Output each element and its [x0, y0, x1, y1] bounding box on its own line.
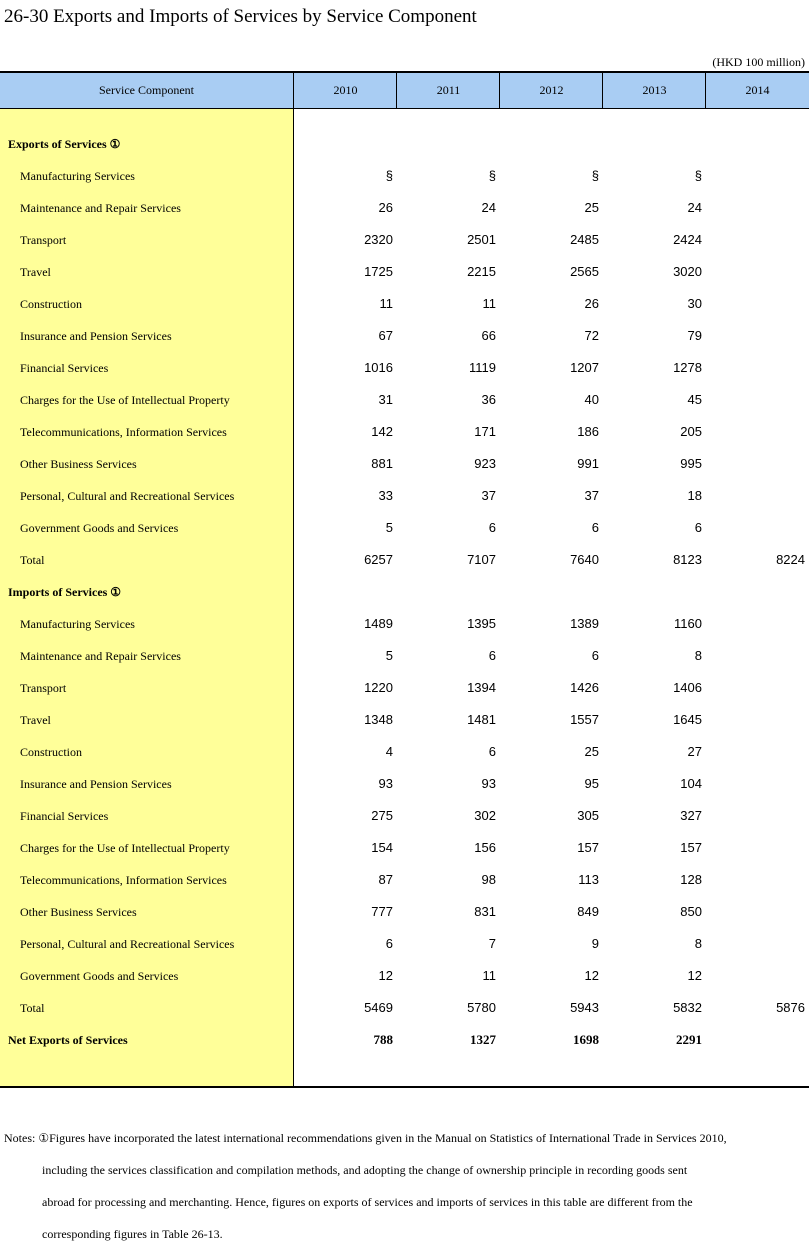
table-row — [0, 736, 809, 768]
cell-value: 831 — [474, 904, 496, 919]
row-label: Construction — [20, 297, 82, 311]
cell-value: 2291 — [676, 1032, 702, 1047]
cell-value: 8123 — [673, 552, 702, 567]
cell-value: 9 — [591, 936, 599, 951]
cell-value: 6 — [488, 744, 496, 759]
cell-value: 5780 — [467, 1000, 496, 1015]
row-label: Government Goods and Services — [20, 969, 179, 983]
notes-line: including the services classification and compilation methods, and adopting the change of ownership principle in recording goods sent — [42, 1163, 688, 1177]
cell-value: 5469 — [364, 1000, 393, 1015]
row-label: Personal, Cultural and Recreational Services — [20, 937, 235, 951]
table-row — [0, 320, 809, 352]
cell-value: 37 — [584, 488, 599, 503]
cell-value: 5 — [385, 648, 393, 663]
cell-value: 205 — [680, 424, 702, 439]
cell-value: 6 — [591, 520, 599, 535]
unit-label: (HKD 100 million) — [712, 55, 805, 69]
cell-value: 26 — [584, 296, 599, 311]
cell-value: 40 — [584, 392, 599, 407]
cell-value: 12 — [584, 968, 599, 983]
table-row — [0, 192, 809, 224]
cell-value: 6 — [694, 520, 702, 535]
cell-value: 1389 — [570, 616, 599, 631]
table-row — [0, 960, 809, 992]
row-label: Telecommunications, Information Services — [20, 425, 227, 439]
row-label: Transport — [20, 233, 67, 247]
header-service-component: Service Component — [99, 83, 194, 97]
row-label: Construction — [20, 745, 82, 759]
cell-value: 2485 — [570, 232, 599, 247]
cell-value: 5943 — [570, 1000, 599, 1015]
table-header — [0, 73, 809, 108]
cell-value: 98 — [481, 872, 496, 887]
row-label: Manufacturing Services — [20, 169, 135, 183]
row-label: Manufacturing Services — [20, 617, 135, 631]
row-label: Other Business Services — [20, 905, 137, 919]
cell-value: 7 — [488, 936, 496, 951]
cell-value: § — [385, 168, 393, 183]
cell-value: 8 — [694, 936, 702, 951]
page-title: 26-30 Exports and Imports of Services by Service Component — [4, 6, 477, 27]
cell-value: 37 — [481, 488, 496, 503]
cell-value: 95 — [584, 776, 599, 791]
cell-value: § — [488, 168, 496, 183]
cell-value: 305 — [577, 808, 599, 823]
cell-value: 18 — [687, 488, 702, 503]
table-row — [0, 448, 809, 480]
cell-value: 3020 — [673, 264, 702, 279]
notes-line: abroad for processing and merchanting. Hence, figures on exports of services and imports of services in this table are different from the — [42, 1195, 693, 1209]
cell-value: 1645 — [673, 712, 702, 727]
table-row — [0, 992, 809, 1024]
header-year-2010: 2010 — [293, 73, 397, 108]
row-label: Financial Services — [20, 809, 109, 823]
row-label: Charges for the Use of Intellectual Property — [20, 393, 230, 407]
table-row — [0, 352, 809, 384]
row-label: Telecommunications, Information Services — [20, 873, 227, 887]
cell-value: 171 — [474, 424, 496, 439]
section-heading-row — [0, 128, 809, 160]
cell-value: 93 — [481, 776, 496, 791]
cell-value: 302 — [474, 808, 496, 823]
cell-value: 24 — [481, 200, 496, 215]
cell-value: 1426 — [570, 680, 599, 695]
cell-value: 11 — [379, 296, 393, 311]
section-heading: Exports of Services ① — [8, 137, 121, 151]
table-row — [0, 288, 809, 320]
table-row — [0, 160, 809, 192]
cell-value: 45 — [687, 392, 702, 407]
cell-value: 6 — [591, 648, 599, 663]
cell-value: 93 — [378, 776, 393, 791]
cell-value: 2565 — [570, 264, 599, 279]
cell-value: 1207 — [570, 360, 599, 375]
table-row — [0, 384, 809, 416]
cell-value: 1698 — [573, 1032, 599, 1047]
table-row — [0, 480, 809, 512]
cell-value: 11 — [482, 296, 496, 311]
cell-value: 1481 — [467, 712, 496, 727]
header-year-2012: 2012 — [499, 73, 603, 108]
notes-line: Notes: ①Figures have incorporated the latest international recommendations given in the Manual on Statistics of International Trade in Services 2010, — [4, 1131, 727, 1145]
cell-value: 2215 — [467, 264, 496, 279]
row-label: Charges for the Use of Intellectual Property — [20, 841, 230, 855]
cell-value: 66 — [481, 328, 496, 343]
cell-value: 8224 — [776, 552, 805, 567]
cell-value: 788 — [373, 1032, 393, 1047]
cell-value: 995 — [680, 456, 702, 471]
net-exports-row — [0, 1024, 809, 1056]
row-label: Transport — [20, 681, 67, 695]
cell-value: 25 — [584, 744, 599, 759]
cell-value: 113 — [578, 872, 599, 887]
cell-value: 7640 — [570, 552, 599, 567]
table-bottom-rule — [0, 1086, 809, 1088]
table-row — [0, 512, 809, 544]
cell-value: § — [591, 168, 599, 183]
cell-value: 25 — [584, 200, 599, 215]
header-year-2011: 2011 — [396, 73, 500, 108]
table-row — [0, 224, 809, 256]
section-heading: Imports of Services ① — [8, 585, 122, 599]
cell-value: 327 — [680, 808, 702, 823]
cell-value: 923 — [474, 456, 496, 471]
table-row — [0, 608, 809, 640]
cell-value: 30 — [687, 296, 702, 311]
cell-value: 2501 — [467, 232, 496, 247]
cell-value: 79 — [687, 328, 702, 343]
cell-value: 881 — [371, 456, 393, 471]
table-row — [0, 544, 809, 576]
cell-value: 2320 — [364, 232, 393, 247]
cell-value: 5832 — [673, 1000, 702, 1015]
cell-value: 12 — [687, 968, 702, 983]
cell-value: 36 — [481, 392, 496, 407]
row-label: Insurance and Pension Services — [20, 329, 172, 343]
cell-value: 777 — [371, 904, 393, 919]
row-label: Financial Services — [20, 361, 109, 375]
cell-value: 72 — [584, 328, 599, 343]
cell-value: 5 — [385, 520, 393, 535]
cell-value: 6 — [385, 936, 393, 951]
cell-value: 1327 — [470, 1032, 496, 1047]
cell-value: 157 — [680, 840, 702, 855]
table-row — [0, 672, 809, 704]
table-row — [0, 640, 809, 672]
cell-value: 1557 — [570, 712, 599, 727]
row-label: Travel — [20, 713, 51, 727]
cell-value: 87 — [378, 872, 393, 887]
cell-value: 849 — [577, 904, 599, 919]
cell-value: 1394 — [467, 680, 496, 695]
table-row — [0, 256, 809, 288]
row-label: Travel — [20, 265, 51, 279]
row-label: Total — [20, 1001, 45, 1015]
cell-value: 5876 — [776, 1000, 805, 1015]
row-label: Insurance and Pension Services — [20, 777, 172, 791]
cell-value: 7107 — [467, 552, 496, 567]
header-year-2014: 2014 — [705, 73, 809, 108]
cell-value: 1160 — [674, 616, 702, 631]
section-heading-row — [0, 576, 809, 608]
cell-value: 991 — [577, 456, 599, 471]
table-row — [0, 768, 809, 800]
table-row — [0, 928, 809, 960]
cell-value: 104 — [680, 776, 702, 791]
row-label: Government Goods and Services — [20, 521, 179, 535]
table-row — [0, 704, 809, 736]
table-row — [0, 896, 809, 928]
cell-value: 1119 — [469, 360, 496, 375]
cell-value: 154 — [371, 840, 393, 855]
cell-value: 142 — [371, 424, 393, 439]
row-label: Net Exports of Services — [8, 1033, 128, 1047]
cell-value: 156 — [474, 840, 496, 855]
table-row — [0, 832, 809, 864]
notes-line: corresponding figures in Table 26-13. — [42, 1227, 223, 1241]
row-label: Maintenance and Repair Services — [20, 649, 181, 663]
cell-value: 4 — [385, 744, 393, 759]
cell-value: 850 — [680, 904, 702, 919]
cell-value: 12 — [378, 968, 393, 983]
cell-value: 1278 — [673, 360, 702, 375]
header-year-2013: 2013 — [602, 73, 706, 108]
cell-value: 1016 — [364, 360, 393, 375]
cell-value: 2424 — [673, 232, 702, 247]
table-row — [0, 864, 809, 896]
cell-value: 6257 — [364, 552, 393, 567]
cell-value: 6 — [488, 520, 496, 535]
row-label: Maintenance and Repair Services — [20, 201, 181, 215]
cell-value: 1220 — [364, 680, 393, 695]
cell-value: 27 — [687, 744, 702, 759]
cell-value: 1395 — [467, 616, 496, 631]
cell-value: 1406 — [673, 680, 702, 695]
cell-value: 31 — [378, 392, 393, 407]
table-row — [0, 800, 809, 832]
notes — [4, 1122, 804, 1250]
cell-value: 8 — [694, 648, 702, 663]
cell-value: 33 — [378, 488, 393, 503]
row-label: Personal, Cultural and Recreational Services — [20, 489, 235, 503]
cell-value: 275 — [371, 808, 393, 823]
cell-value: 11 — [482, 968, 496, 983]
cell-value: 157 — [577, 840, 599, 855]
row-label: Other Business Services — [20, 457, 137, 471]
cell-value: 6 — [488, 648, 496, 663]
cell-value: 128 — [680, 872, 702, 887]
cell-value: 67 — [378, 328, 393, 343]
table-row — [0, 416, 809, 448]
cell-value: 1489 — [364, 616, 393, 631]
cell-value: 26 — [378, 200, 393, 215]
row-label: Total — [20, 553, 45, 567]
cell-value: 1348 — [364, 712, 393, 727]
cell-value: 186 — [577, 424, 599, 439]
cell-value: 1725 — [364, 264, 393, 279]
cell-value: 24 — [687, 200, 702, 215]
cell-value: § — [694, 168, 702, 183]
